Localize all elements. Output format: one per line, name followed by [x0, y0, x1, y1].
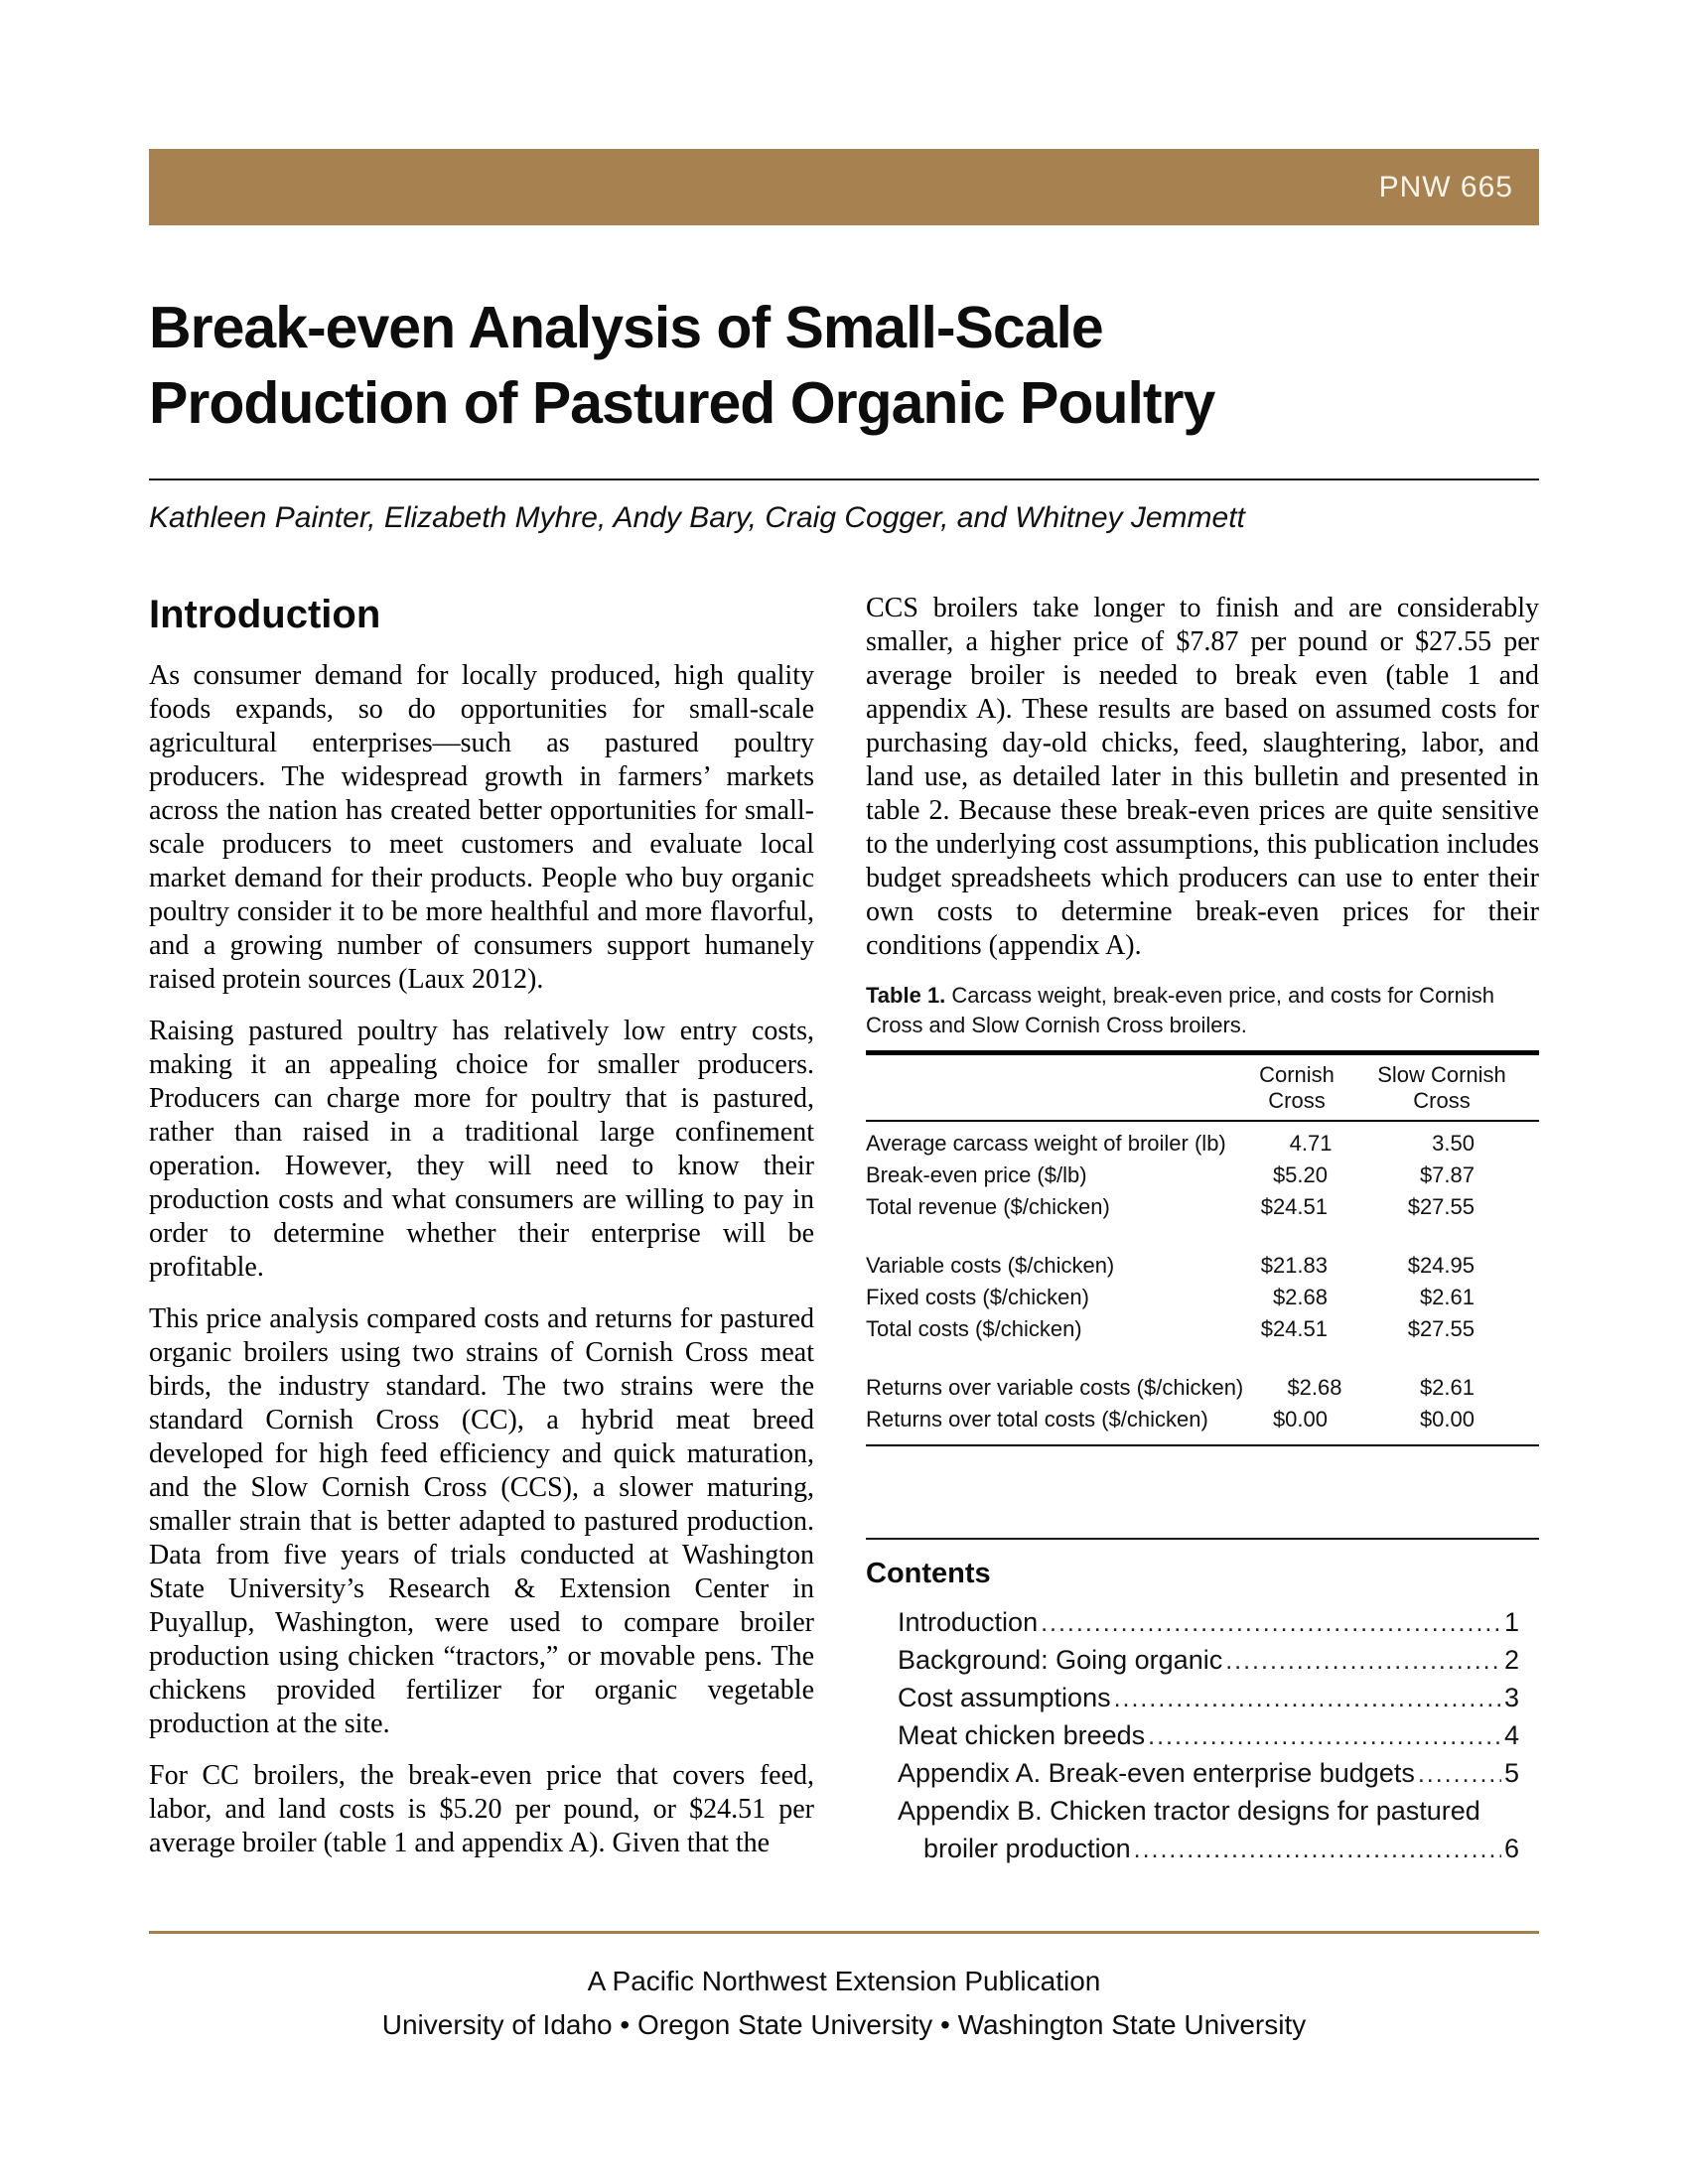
row-value-cc: $0.00: [1272, 1407, 1328, 1432]
row-label: Total revenue ($/chicken): [866, 1194, 1110, 1219]
intro-paragraph-2: Raising pastured poultry has relatively low entry costs, making it an appealing choice for smaller producers. Producers can charge more for poultry that is pastured, rather than raised in a traditional large confinement operation. However, they will need to know their production costs and what consumers are willing to pay in order to determine whether their enterprise will be profitable.: [149, 1016, 814, 1283]
table-row: [866, 1128, 1539, 1160]
toc-item-appendix-b-line-2: [898, 1831, 1519, 1868]
toc-label: Appendix A. Break-even enterprise budgets: [898, 1758, 1415, 1788]
body-columns: [149, 592, 1539, 1892]
row-label: Average carcass weight of broiler (lb): [866, 1131, 1226, 1156]
row-value-cc: 4.71: [1289, 1131, 1333, 1156]
row-label: Variable costs ($/chicken): [866, 1253, 1115, 1278]
table-bottom-rule: [866, 1444, 1539, 1446]
toc-page-number: 1: [1503, 1607, 1519, 1637]
publication-header-bar: [149, 149, 1539, 225]
toc-label: broiler production: [923, 1834, 1131, 1863]
column-header-text: Slow Cornish: [1377, 1062, 1506, 1087]
table-row: [866, 1282, 1539, 1313]
column-header-text: Cross: [1413, 1088, 1471, 1113]
table-row: [866, 1191, 1539, 1223]
page-title-line-2: Production of Pastured Organic Poultry: [149, 370, 1215, 436]
toc-page-number: 3: [1503, 1683, 1519, 1712]
row-label: Returns over variable costs ($/chicken): [866, 1375, 1244, 1400]
row-value-ccs: $2.61: [1419, 1285, 1475, 1309]
toc-page-number: 5: [1503, 1758, 1519, 1788]
row-value-ccs: $7.87: [1419, 1162, 1475, 1187]
intro-paragraph-1: As consumer demand for locally produced, high quality foods expands, so do opportunities for small-scale agricultural enterprises—such as pastured poultry producers. The widespread growth in farmers’ markets across the nation has created better opportunities for small-scale producers to meet customers and evaluate local market demand for their products. People who buy organic poultry consider it to be more healthful and more flavorful, and a growing number of consumers support humanely raised protein sources (Laux 2012).: [149, 660, 814, 995]
toc-label: Background: Going organic: [898, 1645, 1223, 1675]
table-1-caption-label: Table 1.: [866, 983, 946, 1008]
title-divider-rule: [149, 478, 1539, 480]
toc-dot-leader: [1418, 1755, 1501, 1793]
row-label: Break-even price ($/lb): [866, 1162, 1087, 1187]
toc-dot-leader: [1134, 1831, 1501, 1868]
toc-item-appendix-a: [898, 1755, 1519, 1793]
contents-heading: Contents: [866, 1558, 991, 1589]
footer-publication-line: A Pacific Northwest Extension Publication: [587, 1966, 1101, 1996]
table-row: [866, 1313, 1539, 1345]
toc-item-cost-assumptions: [898, 1680, 1519, 1717]
toc-page-number: 4: [1503, 1720, 1519, 1750]
contents-divider-rule: [866, 1538, 1539, 1540]
table-row: [866, 1250, 1539, 1282]
footer-divider-rule: [149, 1931, 1539, 1934]
table-1-caption: [866, 981, 1539, 1040]
table-body: [866, 1122, 1539, 1435]
table-group-gap: [866, 1223, 1539, 1250]
toc-label: Introduction: [898, 1607, 1039, 1637]
toc-label: Cost assumptions: [898, 1683, 1111, 1712]
row-label: Total costs ($/chicken): [866, 1316, 1082, 1341]
row-label: Fixed costs ($/chicken): [866, 1285, 1089, 1309]
table-row: [866, 1372, 1539, 1404]
page-title-line-1: Break-even Analysis of Small-Scale: [149, 295, 1103, 360]
row-label: Returns over total costs ($/chicken): [866, 1407, 1208, 1432]
table-group-gap: [866, 1345, 1539, 1372]
footer: [149, 1931, 1539, 2043]
toc-dot-leader: [1225, 1642, 1501, 1680]
row-value-cc: $24.51: [1260, 1194, 1328, 1219]
right-column-paragraph: CCS broilers take longer to finish and are considerably smaller, a higher price of $7.87 per pound or $27.55 per average broiler is needed to break even (table 1 and appendix A). These results are based on assumed costs for purchasing day-old chicks, feed, slaughtering, labor, and land use, as detailed later in this bulletin and presented in table 2. Because these break-even prices are quite sensitive to the underlying cost assumptions, this publication includes budget spreadsheets which producers can use to enter their own costs to determine break-even prices for their conditions (appendix A).: [866, 593, 1539, 961]
row-value-cc: $21.83: [1260, 1253, 1328, 1278]
toc-label: Appendix B. Chicken tractor designs for pastured: [898, 1796, 1480, 1826]
row-value-ccs: $27.55: [1407, 1194, 1475, 1219]
row-value-ccs: $24.95: [1407, 1253, 1475, 1278]
column-header-cornish-cross: [1227, 1062, 1366, 1114]
contents-section: [866, 1538, 1539, 1868]
table-row: [866, 1160, 1539, 1191]
row-value-ccs: $0.00: [1419, 1407, 1475, 1432]
toc-page-number: 6: [1503, 1834, 1519, 1863]
toc-page-number: 2: [1503, 1645, 1519, 1675]
intro-paragraph-3: This price analysis compared costs and returns for pastured organic broilers using two strains of Cornish Cross meat birds, the industry standard. The two strains were the standard Cornish Cross (CC), a hybrid meat breed developed for high feed efficiency and quick maturation, and the Slow Cornish Cross (CCS), a slower maturing, smaller strain that is better adapted to pastured production. Data from five years of trials conducted at Washington State University’s Research & Extension Center in Puyallup, Washington, were used to compare broiler production using chicken “tractors,” or movable pens. The chickens provided fertilizer for organic vegetable production at the site.: [149, 1303, 814, 1739]
table-of-contents: [866, 1604, 1539, 1868]
toc-dot-leader: [1114, 1680, 1501, 1717]
table-header-row: [866, 1055, 1539, 1120]
toc-dot-leader: [1041, 1604, 1501, 1642]
section-heading-introduction: Introduction: [149, 593, 381, 636]
toc-item-meat-chicken-breeds: [898, 1717, 1519, 1755]
row-value-cc: $5.20: [1272, 1162, 1328, 1187]
footer-universities-line: University of Idaho • Oregon State University • Washington State University: [381, 2009, 1307, 2040]
row-value-ccs: $2.61: [1419, 1375, 1475, 1400]
column-header-text: Cross: [1268, 1088, 1326, 1113]
table-row: [866, 1404, 1539, 1435]
column-header-text: Cornish: [1259, 1062, 1335, 1087]
row-value-cc: $2.68: [1272, 1285, 1328, 1309]
row-value-cc: $24.51: [1260, 1316, 1328, 1341]
toc-item-introduction: [898, 1604, 1519, 1642]
toc-item-background: [898, 1642, 1519, 1680]
toc-item-appendix-b-line-1: [898, 1793, 1519, 1831]
intro-paragraph-4: For CC broilers, the break-even price that covers feed, labor, and land costs is $5.20 per pound, or $24.51 per average broiler (table 1 and appendix A). Given that the: [149, 1760, 814, 1858]
authors-line: Kathleen Painter, Elizabeth Myhre, Andy Bary, Craig Cogger, and Whitney Jemmett: [149, 501, 1245, 534]
column-header-slow-cornish-cross: [1367, 1062, 1516, 1114]
left-column: [149, 592, 814, 1892]
toc-dot-leader: [1148, 1717, 1501, 1755]
row-value-ccs: $27.55: [1407, 1316, 1475, 1341]
publication-number: PNW 665: [1378, 170, 1513, 204]
table-header-spacer: [866, 1062, 1227, 1114]
toc-label: Meat chicken breeds: [898, 1720, 1146, 1750]
table-1-caption-text: Carcass weight, break-even price, and costs for Cornish Cross and Slow Cornish Cross broilers.: [866, 983, 1494, 1037]
page-title: [149, 290, 1460, 441]
row-value-cc: $2.68: [1287, 1375, 1342, 1400]
row-value-ccs: 3.50: [1432, 1131, 1475, 1156]
table-1: [866, 981, 1539, 1446]
right-column: [866, 592, 1539, 1892]
